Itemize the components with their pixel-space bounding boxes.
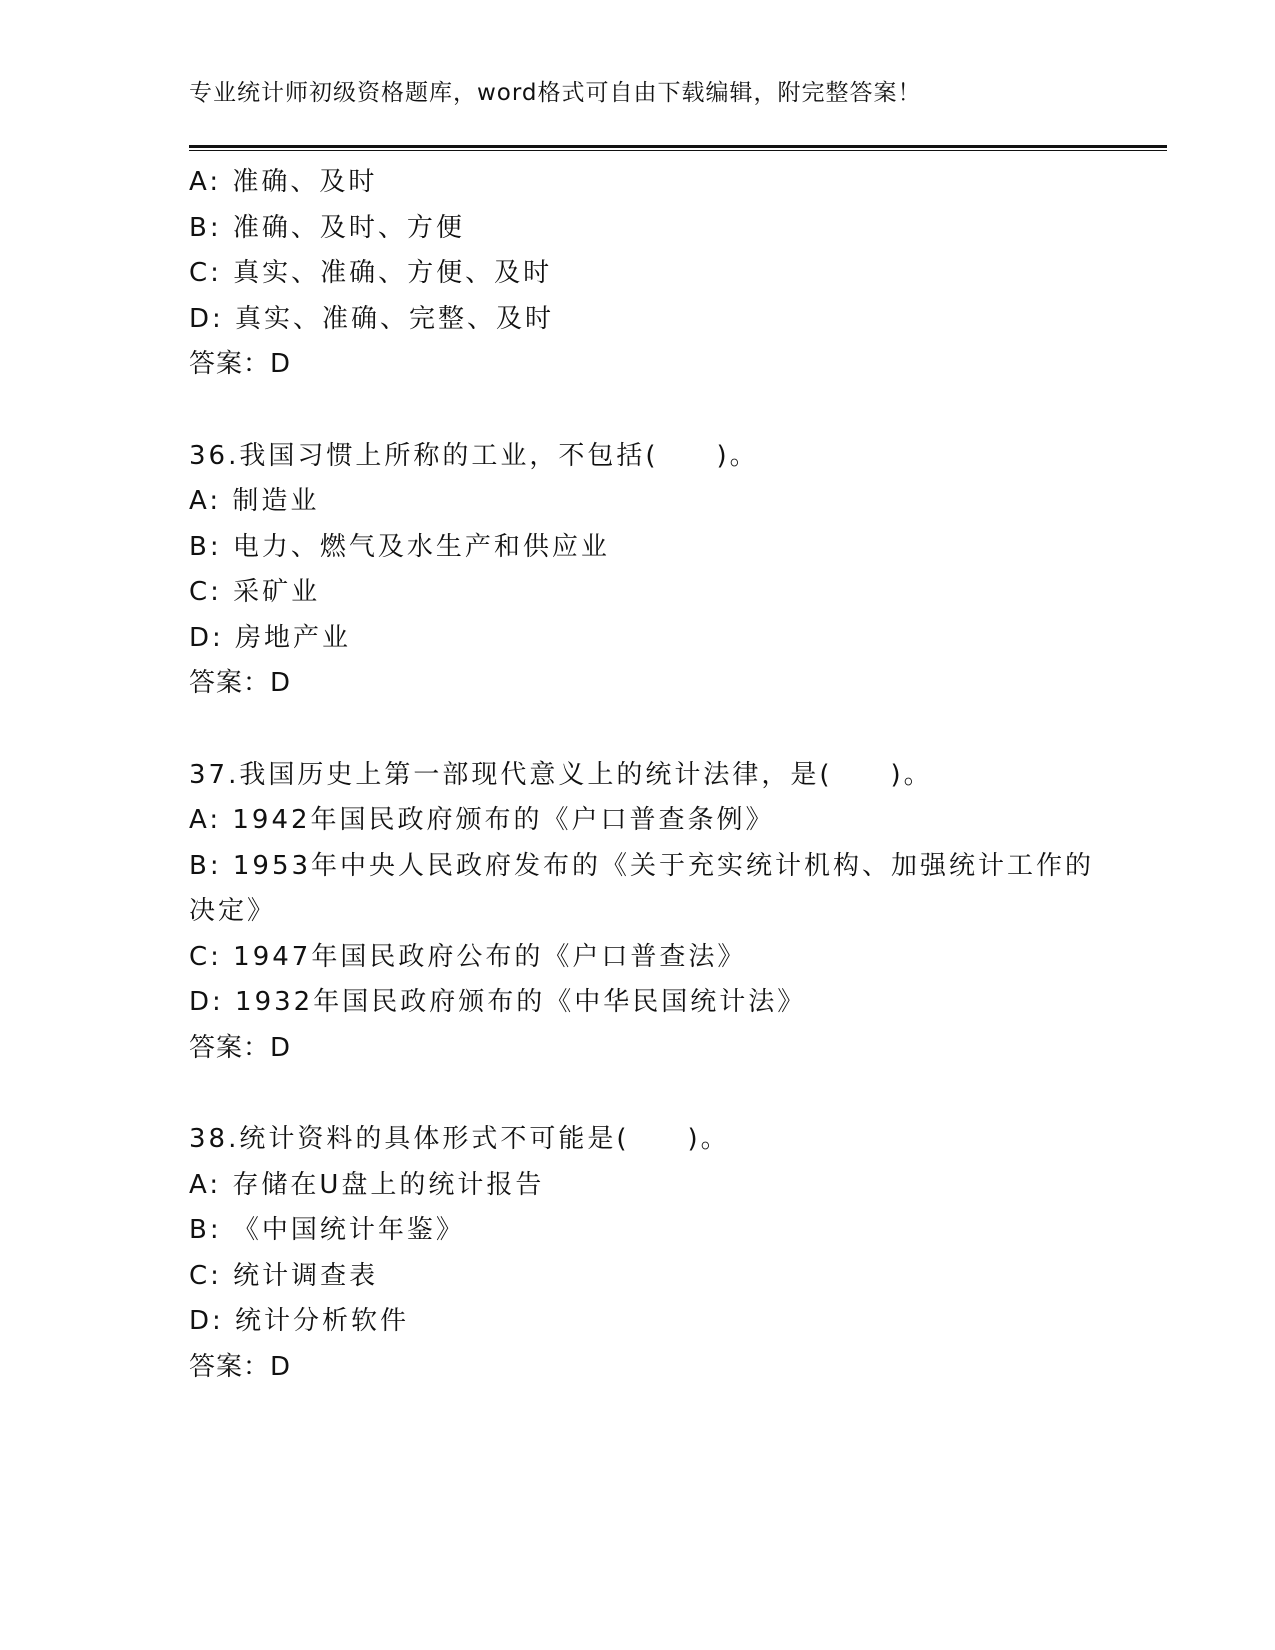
option-a: A: 1942年国民政府颁布的《户口普查条例》 <box>189 805 775 835</box>
option-c: C: 采矿业 <box>189 577 321 607</box>
spacer <box>189 388 1109 434</box>
option-a: A: 存储在U盘上的统计报告 <box>189 1169 545 1200</box>
header-divider-thin <box>189 150 1167 151</box>
question-38 <box>189 1117 1109 1390</box>
question-text: 36.我国习惯上所称的工业，不包括( )。 <box>189 440 759 471</box>
header-divider <box>189 145 1167 148</box>
question-text: 37.我国历史上第一部现代意义上的统计法律，是( )。 <box>189 759 933 790</box>
option-b: B: 准确、及时、方便 <box>189 212 465 243</box>
question-36 <box>189 434 1109 707</box>
option-c: C: 真实、准确、方便、及时 <box>189 258 553 288</box>
option-c: C: 1947年国民政府公布的《户口普查法》 <box>189 941 747 972</box>
option-d: D: 统计分析软件 <box>189 1306 410 1336</box>
option-b: B: 《中国统计年鉴》 <box>189 1215 465 1245</box>
answer: 答案：D <box>189 1032 292 1063</box>
option-d: D: 房地产业 <box>189 622 352 653</box>
answer: 答案：D <box>189 1351 292 1382</box>
spacer <box>189 1071 1109 1117</box>
question-text: 38.统计资料的具体形式不可能是( )。 <box>189 1124 730 1154</box>
page-header: 专业统计师初级资格题库，word格式可自由下载编辑，附完整答案！ <box>189 80 922 106</box>
answer: 答案：D <box>189 668 292 698</box>
question-35-tail <box>189 160 1109 388</box>
option-d: D: 1932年国民政府颁布的《中华民国统计法》 <box>189 987 807 1017</box>
option-c: C: 统计调查表 <box>189 1260 379 1291</box>
option-a: A: 制造业 <box>189 486 320 516</box>
spacer <box>189 707 1109 753</box>
option-d: D: 真实、准确、完整、及时 <box>189 303 555 334</box>
option-b: B: 电力、燃气及水生产和供应业 <box>189 531 610 562</box>
question-content <box>189 160 1109 1390</box>
question-37 <box>189 753 1109 1072</box>
answer: 答案：D <box>189 349 292 379</box>
option-b: B: 1953年中央人民政府发布的《关于充实统计机构、加强统计工作的决定》 <box>189 850 1095 926</box>
option-a: A: 准确、及时 <box>189 167 378 197</box>
